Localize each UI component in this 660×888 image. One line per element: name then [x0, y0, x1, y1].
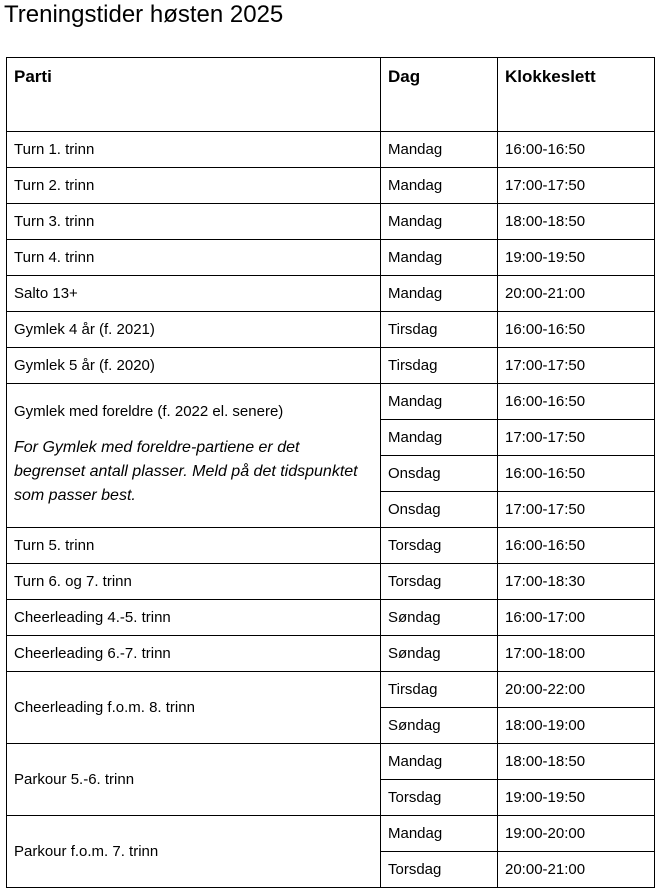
- cell-dag: Søndag: [381, 708, 498, 744]
- cell-dag: Mandag: [381, 816, 498, 852]
- table-row: [7, 672, 655, 708]
- cell-parti: Gymlek 5 år (f. 2020): [7, 348, 381, 384]
- column-header-parti: Parti: [7, 58, 381, 132]
- cell-dag: Onsdag: [381, 492, 498, 528]
- table-row: [7, 528, 655, 564]
- cell-dag: Mandag: [381, 420, 498, 456]
- cell-parti: Parkour 5.-6. trinn: [7, 744, 381, 816]
- cell-tid: 16:00-16:50: [498, 528, 655, 564]
- cell-dag: Mandag: [381, 204, 498, 240]
- table-row: [7, 348, 655, 384]
- cell-parti: Turn 2. trinn: [7, 168, 381, 204]
- table-row: [7, 600, 655, 636]
- cell-dag: Tirsdag: [381, 348, 498, 384]
- cell-parti: Cheerleading 6.-7. trinn: [7, 636, 381, 672]
- cell-tid: 19:00-19:50: [498, 780, 655, 816]
- cell-tid: 17:00-17:50: [498, 420, 655, 456]
- cell-tid: 18:00-18:50: [498, 204, 655, 240]
- cell-parti: Turn 3. trinn: [7, 204, 381, 240]
- cell-dag: Tirsdag: [381, 312, 498, 348]
- cell-tid: 17:00-17:50: [498, 492, 655, 528]
- cell-tid: 20:00-21:00: [498, 276, 655, 312]
- cell-parti: Turn 1. trinn: [7, 132, 381, 168]
- cell-dag: Torsdag: [381, 528, 498, 564]
- table-row: [7, 636, 655, 672]
- cell-parti: Turn 4. trinn: [7, 240, 381, 276]
- table-row: [7, 240, 655, 276]
- cell-tid: 17:00-17:50: [498, 348, 655, 384]
- cell-parti: Cheerleading f.o.m. 8. trinn: [7, 672, 381, 744]
- cell-tid: 19:00-19:50: [498, 240, 655, 276]
- cell-dag: Mandag: [381, 168, 498, 204]
- cell-dag: Torsdag: [381, 852, 498, 888]
- table-row: [7, 744, 655, 780]
- gymlek-foreldre-note: For Gymlek med foreldre-partiene er det begrenset antall plasser. Meld på det tidspunktet som passer best.: [14, 439, 358, 504]
- cell-tid: 16:00-16:50: [498, 384, 655, 420]
- cell-tid: 16:00-16:50: [498, 456, 655, 492]
- cell-tid: 17:00-18:00: [498, 636, 655, 672]
- cell-dag: Mandag: [381, 240, 498, 276]
- cell-tid: 16:00-16:50: [498, 132, 655, 168]
- cell-dag: Søndag: [381, 600, 498, 636]
- table-row: [7, 564, 655, 600]
- cell-tid: 16:00-16:50: [498, 312, 655, 348]
- cell-dag: Mandag: [381, 276, 498, 312]
- cell-dag: Torsdag: [381, 564, 498, 600]
- cell-parti: Cheerleading 4.-5. trinn: [7, 600, 381, 636]
- table-row: [7, 816, 655, 852]
- table-row: [7, 384, 655, 420]
- page-title: Treningstider høsten 2025: [4, 1, 284, 28]
- cell-parti: Gymlek 4 år (f. 2021): [7, 312, 381, 348]
- cell-dag: Mandag: [381, 384, 498, 420]
- table-row: [7, 168, 655, 204]
- cell-dag: Onsdag: [381, 456, 498, 492]
- column-header-dag: Dag: [381, 58, 498, 132]
- schedule-table: [6, 57, 655, 888]
- cell-parti: Salto 13+: [7, 276, 381, 312]
- cell-dag: Mandag: [381, 132, 498, 168]
- cell-tid: 20:00-21:00: [498, 852, 655, 888]
- cell-dag: Mandag: [381, 744, 498, 780]
- cell-dag: Torsdag: [381, 780, 498, 816]
- cell-dag: Tirsdag: [381, 672, 498, 708]
- cell-parti: Turn 6. og 7. trinn: [7, 564, 381, 600]
- cell-tid: 18:00-18:50: [498, 744, 655, 780]
- cell-tid: 18:00-19:00: [498, 708, 655, 744]
- gymlek-foreldre-label: Gymlek med foreldre (f. 2022 el. senere): [14, 403, 284, 420]
- cell-tid: 17:00-17:50: [498, 168, 655, 204]
- cell-tid: 17:00-18:30: [498, 564, 655, 600]
- table-row: [7, 204, 655, 240]
- column-header-klokkeslett: Klokkeslett: [498, 58, 655, 132]
- cell-tid: 16:00-17:00: [498, 600, 655, 636]
- cell-parti-gymlek-foreldre: [7, 384, 381, 528]
- cell-tid: 20:00-22:00: [498, 672, 655, 708]
- cell-parti: Turn 5. trinn: [7, 528, 381, 564]
- cell-tid: 19:00-20:00: [498, 816, 655, 852]
- table-row: [7, 276, 655, 312]
- table-row: [7, 312, 655, 348]
- cell-dag: Søndag: [381, 636, 498, 672]
- table-header-row: [7, 58, 655, 132]
- cell-parti: Parkour f.o.m. 7. trinn: [7, 816, 381, 888]
- table-row: [7, 132, 655, 168]
